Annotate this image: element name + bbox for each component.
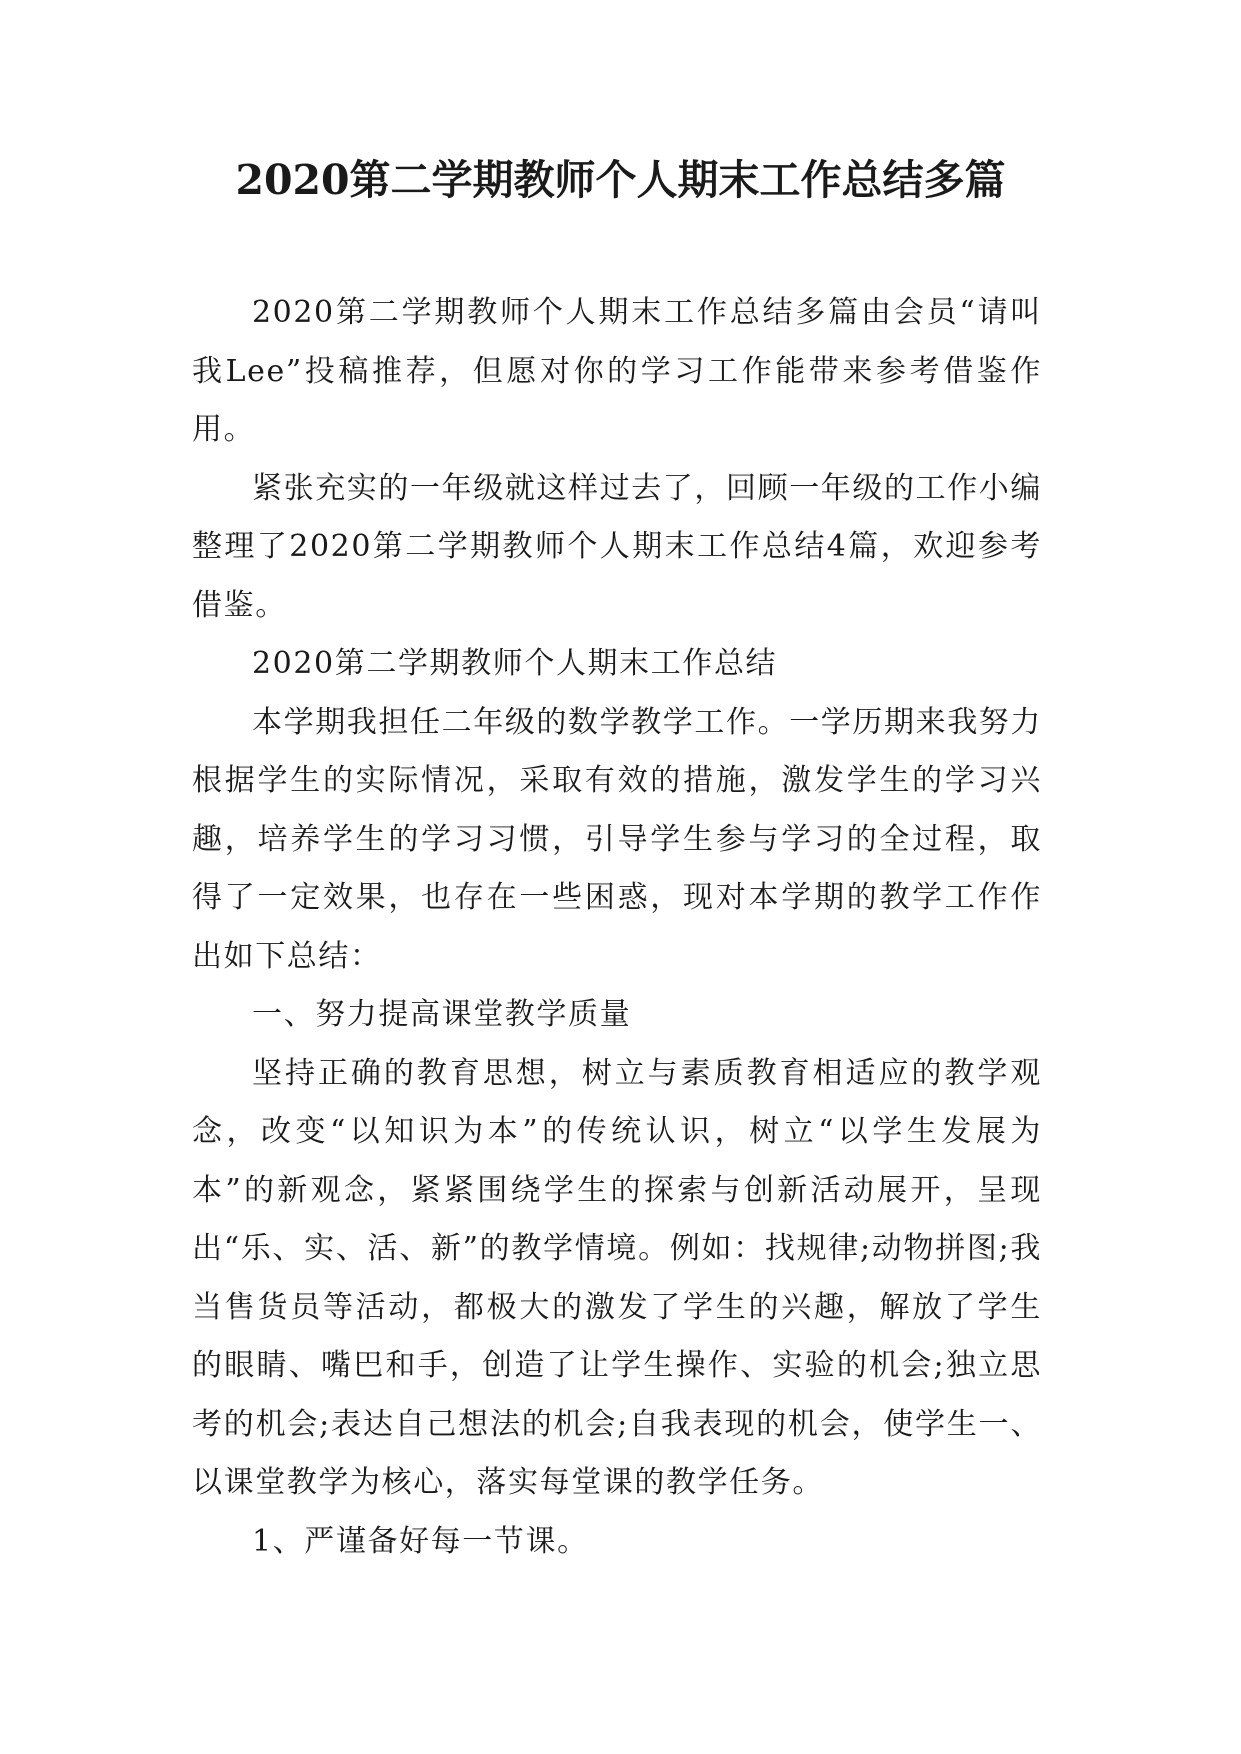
document-title: 2020第二学期教师个人期末工作总结多篇 — [235, 156, 1006, 204]
paragraph-overview: 本学期我担任二年级的数学教学工作。一学历期来我努力根据学生的实际情况，采取有效的措施，激发学生的学习兴趣，培养学生的学习习惯，引导学生参与学习的全过程，取得了一定效果，也存在一些困惑，现对本学期的教学工作作出如下总结： — [192, 704, 1042, 974]
heading-improve-teaching: 一、努力提高课堂教学质量 — [252, 997, 632, 1032]
paragraph-teaching-concept: 坚持正确的教育思想，树立与素质教育相适应的教学观念，改变“以知识为本”的传统认识，树立“以学生发展为本”的新观念，紧紧围绕学生的探索与创新活动展开，呈现出“乐、实、活、新”的教学情境。例如：找规律;动物拼图;我当售货员等活动，都极大的激发了学生的兴趣，解放了学生的眼睛、嘴巴和手，创造了让学生操作、实验的机会;独立思考的机会;表达自己想法的机会;自我表现的机会，使学生一、以课堂教学为核心，落实每堂课的教学任务。 — [192, 1055, 1042, 1500]
list-item-lesson-prep: 1、严谨备好每一节课。 — [252, 1523, 589, 1559]
paragraph-intro: 2020第二学期教师个人期末工作总结多篇由会员“请叫我Lee”投稿推荐，但愿对你的学习工作能带来参考借鉴作用。 — [192, 295, 1042, 447]
document-body — [192, 284, 1042, 1571]
section-title: 2020第二学期教师个人期末工作总结 — [252, 646, 778, 681]
paragraph-preface: 紧张充实的一年级就这样过去了，回顾一年级的工作小编整理了2020第二学期教师个人期末工作总结4篇，欢迎参考借鉴。 — [192, 470, 1042, 623]
